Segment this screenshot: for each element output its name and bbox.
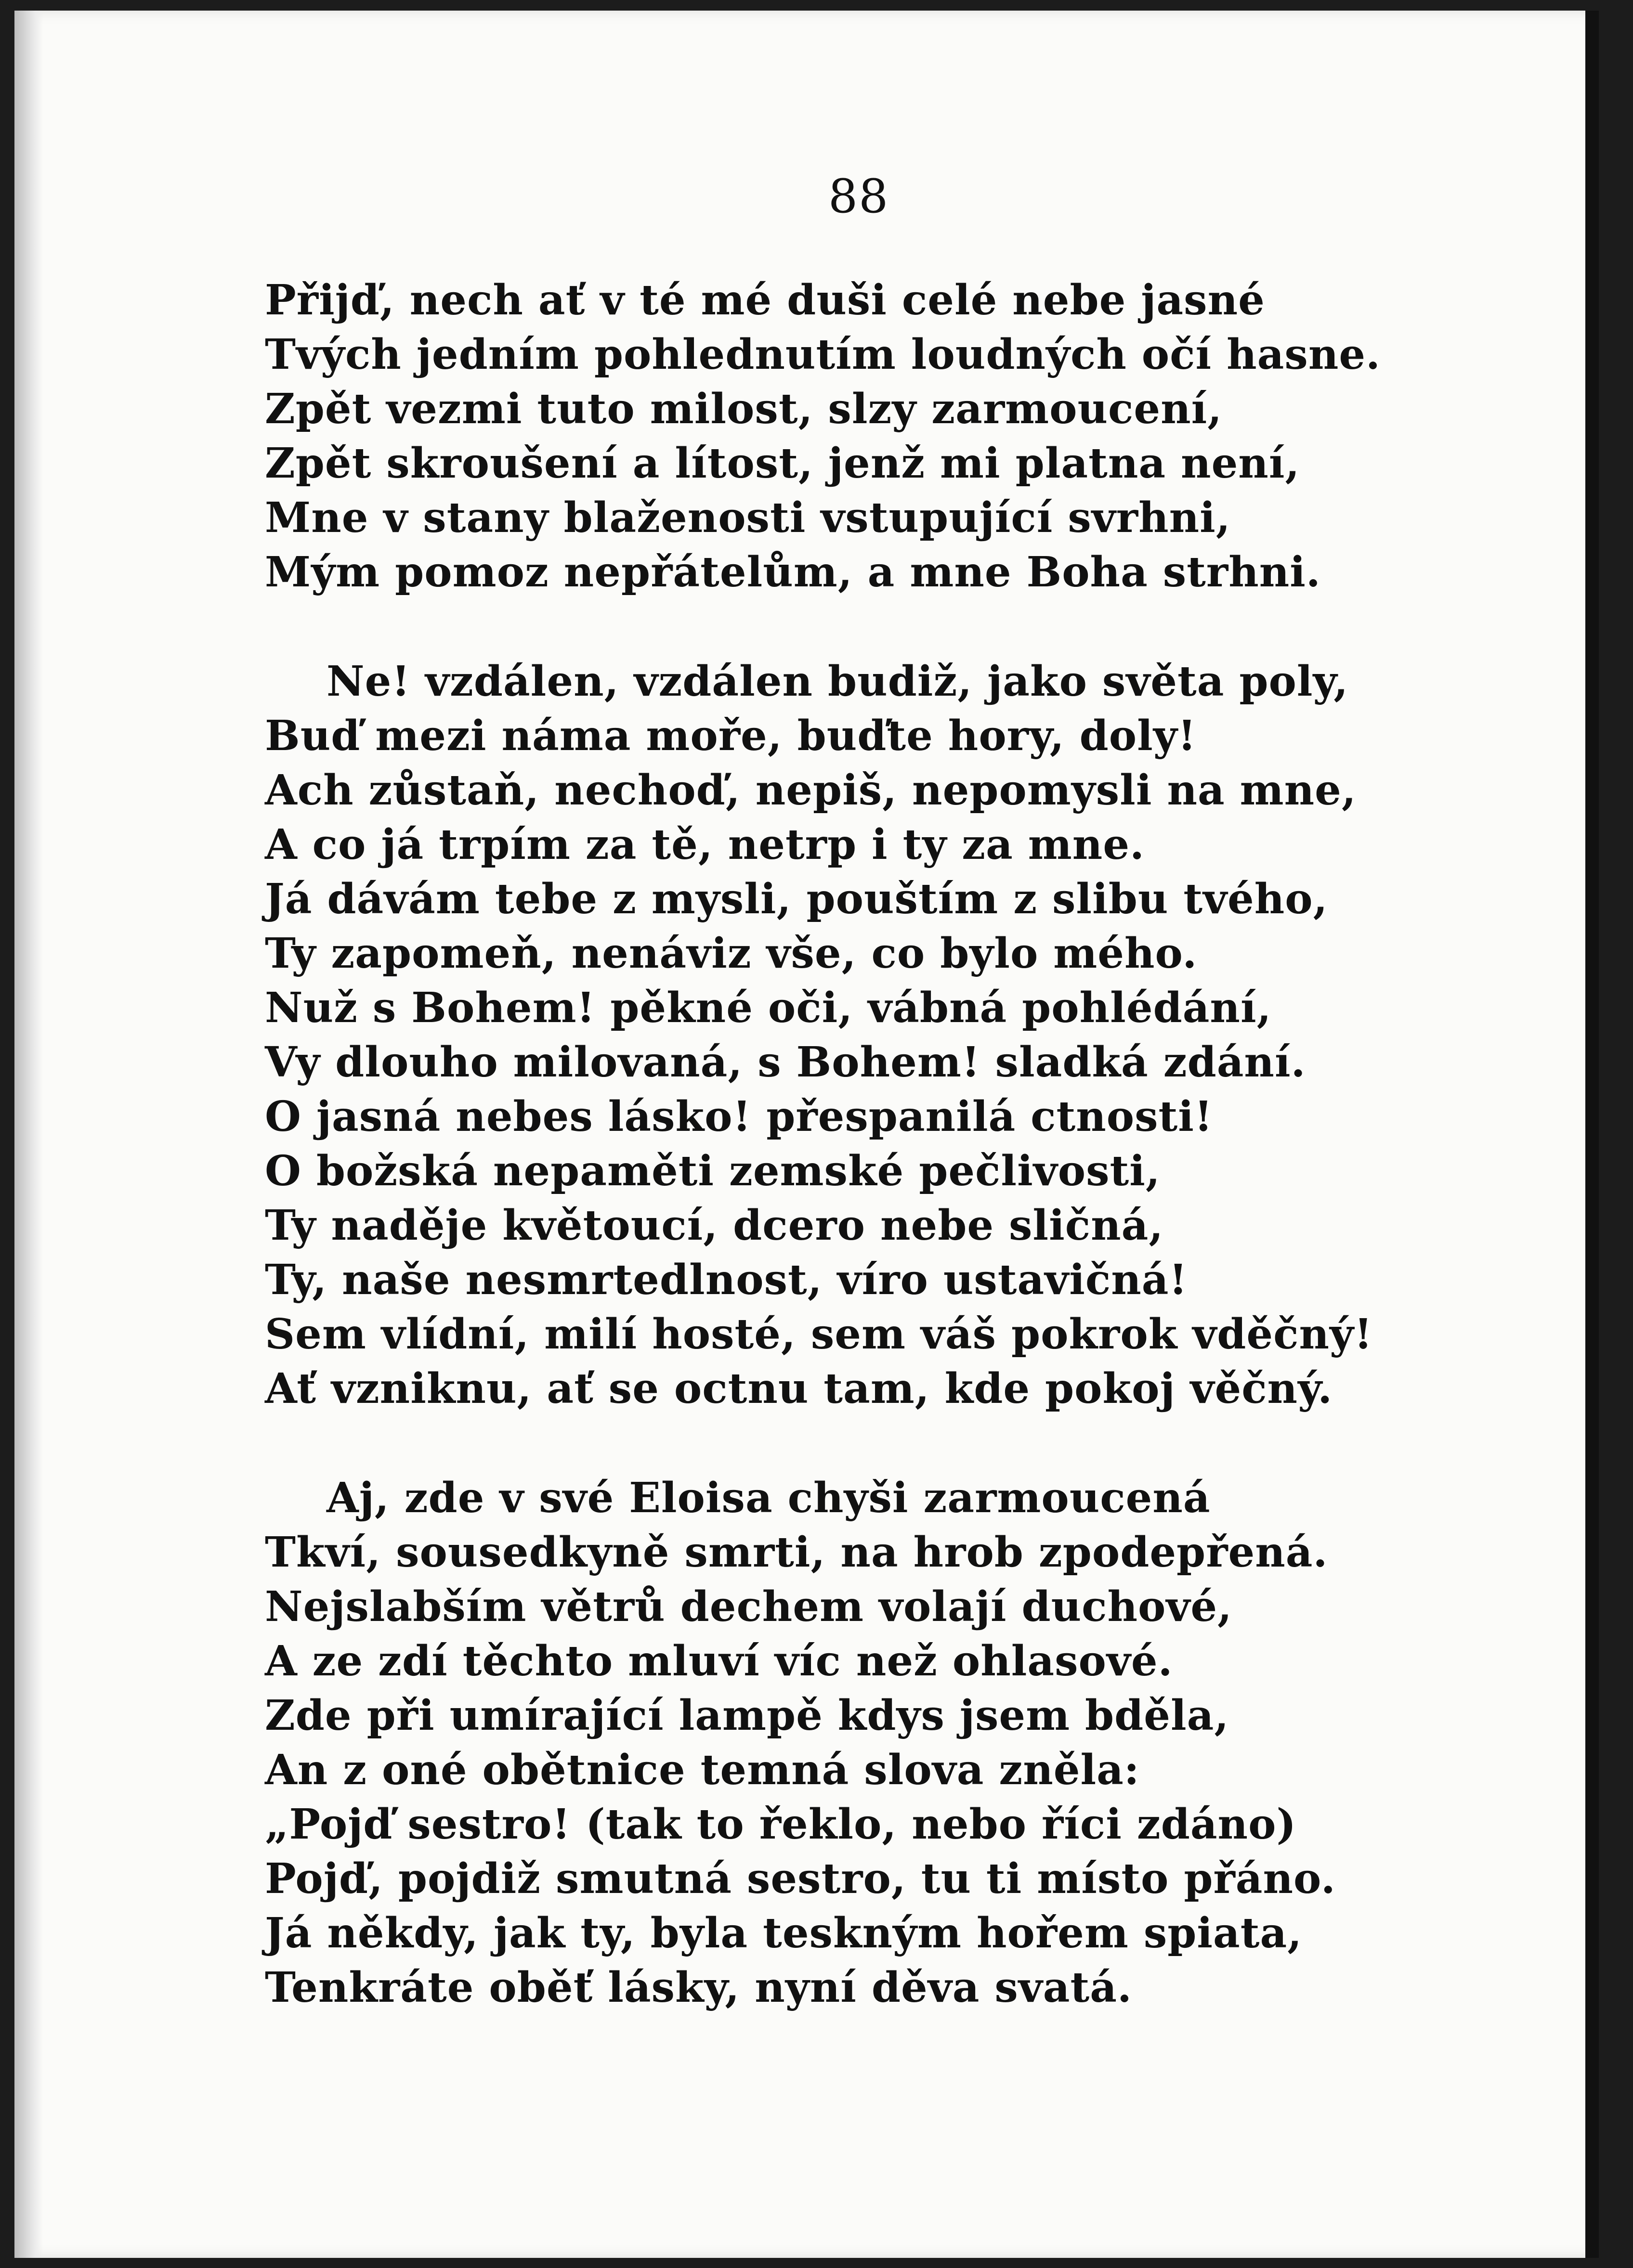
poem-line: Ne! vzdálen, vzdálen budiž, jako světa poly, <box>327 657 1349 706</box>
poem-text <box>265 273 1387 2070</box>
stanza-1 <box>265 273 1387 599</box>
stanza-3 <box>265 1471 1387 2015</box>
poem-line: Ty zapomeň, nenáviz vše, co bylo mého. <box>265 929 1198 978</box>
poem-line: Přijď, nech ať v té mé duši celé nebe jasné <box>265 276 1265 324</box>
poem-line: Aj, zde v své Eloisa chyši zarmoucená <box>327 1474 1211 1522</box>
poem-line: Sem vlídní, milí hosté, sem váš pokrok vděčný! <box>265 1310 1373 1359</box>
page-edge-shadow <box>1585 11 1599 2258</box>
poem-line: Vy dlouho milovaná, s Bohem! sladká zdání. <box>265 1038 1306 1087</box>
poem-line: An z oné obětnice temná slova zněla: <box>265 1746 1140 1794</box>
poem-line: Tenkráte oběť lásky, nyní děva svatá. <box>265 1963 1132 2012</box>
poem-line: Mne v stany blaženosti vstupující svrhni, <box>265 493 1231 542</box>
poem-line: Tkví, sousedkyně smrti, na hrob zpodepřená. <box>265 1528 1328 1577</box>
poem-line: Zpět skroušení a lítost, jenž mi platna není, <box>265 439 1300 488</box>
page-number: 88 <box>828 169 889 223</box>
poem-line: Zpět vezmi tuto milost, slzy zarmoucení, <box>265 385 1223 433</box>
poem-line: A ze zdí těchto mluví víc než ohlasové. <box>265 1637 1173 1685</box>
poem-line: Nejslabším větrů dechem volají duchové, <box>265 1582 1232 1631</box>
poem-line: Buď mezi náma moře, buďte hory, doly! <box>265 712 1197 760</box>
page-binding-shadow <box>14 11 43 2258</box>
poem-line: Pojď, pojdiž smutná sestro, tu ti místo přáno. <box>265 1854 1336 1903</box>
stanza-2 <box>265 654 1387 1416</box>
poem-line: Nuž s Bohem! pěkné oči, vábná pohlédání, <box>265 984 1272 1032</box>
book-page <box>14 11 1599 2258</box>
poem-line: Ať vzniknu, ať se octnu tam, kde pokoj věčný. <box>265 1364 1333 1413</box>
poem-line: Já dávám tebe z mysli, pouštím z slibu tvého, <box>265 875 1328 923</box>
poem-line: Ty naděje květoucí, dcero nebe sličná, <box>265 1201 1164 1250</box>
poem-line: A co já trpím za tě, netrp i ty za mne. <box>265 820 1145 869</box>
poem-line: „Pojď sestro! (tak to řeklo, nebo říci zdáno) <box>265 1800 1297 1849</box>
poem-line: Tvých jedním pohlednutím loudných očí hasne. <box>265 330 1381 379</box>
poem-line: Ach zůstaň, nechoď, nepiš, nepomysli na mne, <box>265 766 1357 815</box>
poem-line: Ty, naše nesmrtedlnost, víro ustavičná! <box>265 1256 1188 1304</box>
poem-line: O božská nepaměti zemské pečlivosti, <box>265 1147 1161 1195</box>
poem-line: O jasná nebes lásko! přespanilá ctnosti! <box>265 1092 1213 1141</box>
poem-line: Zde při umírající lampě kdys jsem bděla, <box>265 1691 1229 1740</box>
poem-line: Já někdy, jak ty, byla teskným hořem spiata, <box>265 1909 1303 1957</box>
poem-line: Mým pomoz nepřátelům, a mne Boha strhni. <box>265 548 1321 596</box>
